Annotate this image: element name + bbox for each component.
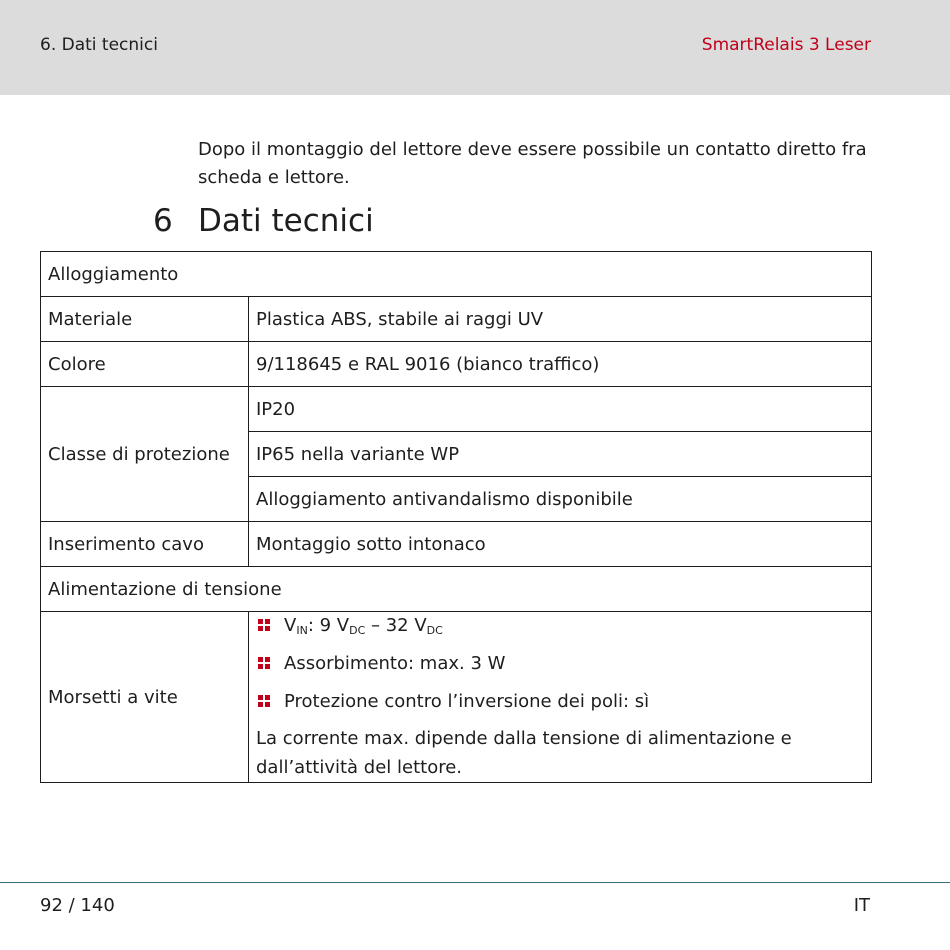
bullet-icon [258, 619, 270, 631]
table-row [41, 297, 872, 342]
list-item [256, 650, 864, 676]
chapter-title: Dati tecnici [198, 203, 374, 239]
product-name: SmartRelais 3 Leser [701, 35, 871, 55]
color-value: 9/118645 e RAL 9016 (bianco traffico) [249, 342, 872, 387]
footer-divider [0, 882, 950, 883]
protection-value: IP20 [249, 387, 872, 432]
page-header [0, 0, 950, 95]
table-row [41, 252, 872, 297]
screw-terminals-value [249, 612, 872, 783]
language-code: IT [853, 895, 870, 916]
intro-paragraph: Dopo il montaggio del lettore deve essere possibile un contatto diretto fra scheda e lettore. [198, 139, 867, 188]
power-section-header: Alimentazione di tensione [41, 567, 872, 612]
list-item [256, 612, 864, 638]
bullet-icon [258, 657, 270, 669]
spec-table [40, 251, 872, 783]
chapter-number: 6 [153, 203, 173, 239]
section-title: 6. Dati tecnici [40, 35, 158, 55]
cable-label: Inserimento cavo [41, 522, 249, 567]
power-consumption: Assorbimento: max. 3 W [284, 652, 506, 674]
bullet-icon [258, 695, 270, 707]
material-label: Materiale [41, 297, 249, 342]
page-number: 92 / 140 [40, 895, 115, 916]
color-label: Colore [41, 342, 249, 387]
protection-label: Classe di protezione [41, 387, 249, 522]
table-row [41, 567, 872, 612]
screw-terminals-label: Morsetti a vite [41, 612, 249, 783]
polarity-protection: Protezione contro l’inversione dei poli: sì [284, 690, 650, 712]
table-row [41, 612, 872, 783]
cable-value: Montaggio sotto intonaco [249, 522, 872, 567]
voltage-range: $V_{IN}$: 9 $V_{DC} - 32$ $V_{DC}$ [284, 614, 443, 637]
housing-section-header: Alloggiamento [41, 252, 872, 297]
material-value: Plastica ABS, stabile ai raggi UV [249, 297, 872, 342]
protection-value: Alloggiamento antivandalismo disponibile [249, 477, 872, 522]
list-item [256, 688, 864, 714]
current-note: La corrente max. dipende dalla tensione di alimentazione e dall’attività del lettore. [256, 728, 792, 778]
table-row [41, 522, 872, 567]
table-row [41, 387, 872, 432]
chapter-heading [153, 203, 374, 239]
protection-value: IP65 nella variante WP [249, 432, 872, 477]
table-row [41, 342, 872, 387]
